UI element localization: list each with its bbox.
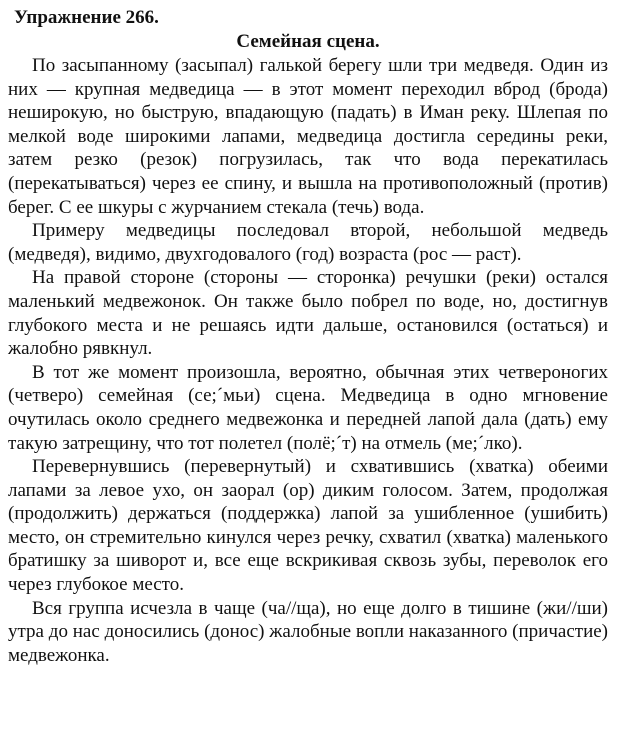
paragraph-1: По засыпанному (засыпал) галькой берегу шли три медведя. Один из них — крупная медведица — в этот момент переходил вброд (брода) неширокую, но быструю, впадающую (падать) в Иман реку. Шлепая по мелкой воде широкими лапами, медведица достигла середины реки, затем резко (резок) погрузилась, так что вода перекатилась (перекатываться) через ее спину, и вышла на противоположный (против) берег. С ее шкуры с журчанием стекала (течь) вода. xyxy=(8,55,608,218)
text-title: Семейная сцена. xyxy=(236,31,380,52)
exercise-title: Упражнение 266. xyxy=(14,7,159,28)
paragraph-6: Вся группа исчезла в чаще (ча//ща), но еще долго в тишине (жи//ши) утра до нас доносились (донос) жалобные вопли наказанного (причастие) медвежонка. xyxy=(8,597,608,666)
paragraph-2: Примеру медведицы последовал второй, небольшой медведь (медведя), видимо, двухгодовалого (год) возраста (рос — раст). xyxy=(8,220,608,265)
paragraph-5: Перевернувшись (перевернутый) и схватившись (хватка) обеими лапами за левое ухо, он заорал (ор) диким голосом. Затем, продолжая (продолжить) держаться (поддержка) лапой за ушибленное (ушибить) место, он стремительно кинулся через речку, схватил (хватка) маленького братишку за шиворот и, все еще вскрикивая сквозь зубы, переволок его через глубокое место. xyxy=(8,456,608,596)
paragraph-3: На правой стороне (стороны — сторонка) речушки (реки) остался маленький медвежонок. Он также было побрел по воде, но, достигнув глубокого места и не решаясь идти дальше, остановился (остаться) и жалобно рявкнул. xyxy=(8,267,608,360)
paragraph-4: В тот же момент произошла, вероятно, обычная этих четвероногих (четверо) семейная (се;´мьи) сцена. Медведица в одно мгновение очутилась около среднего медвежонка и передней лапой дала (дать) ему такую затрещину, что тот полетел (полё;´т) на отмель (ме;´лко). xyxy=(8,361,608,454)
